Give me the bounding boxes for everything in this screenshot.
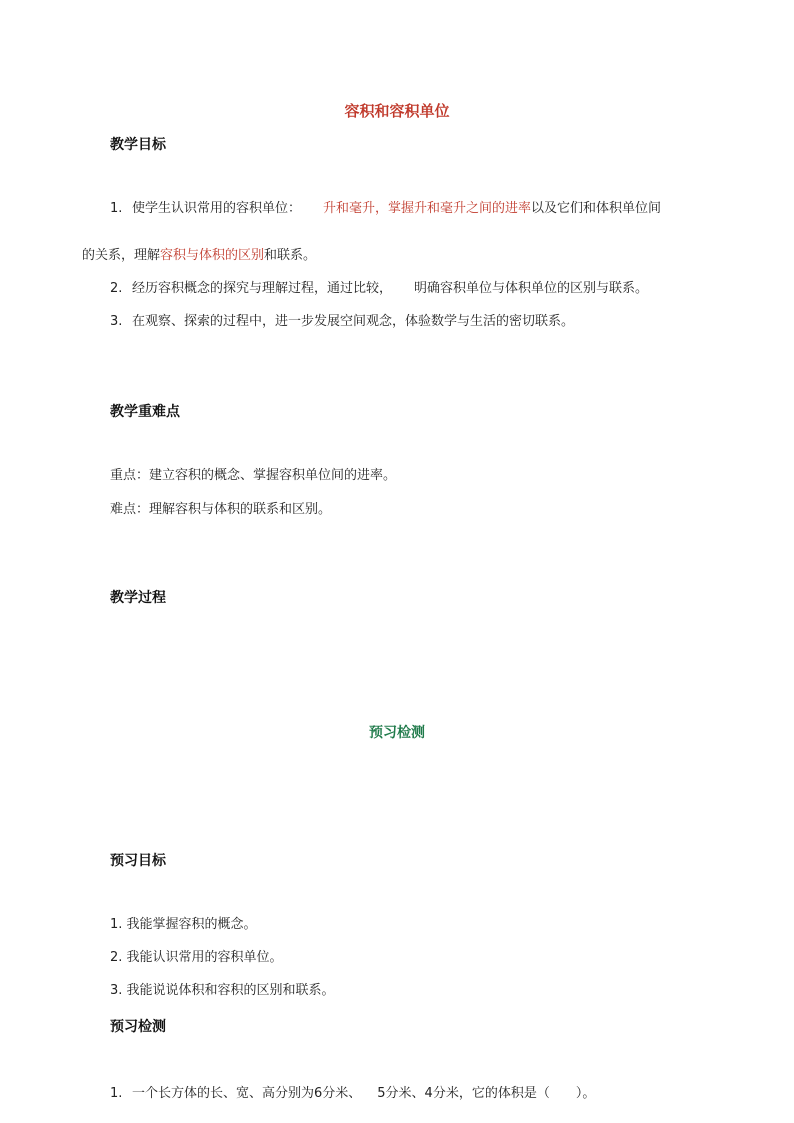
document-title: 容积和容积单位 (344, 102, 450, 120)
goal-item-2-text-b: 明确容积单位与体积单位的区别与联系。 (414, 281, 649, 296)
goal-item-1-text-c: 的关系，理解 (82, 248, 161, 263)
goal-item-1-text-a: 使学生认识常用的容积单位： (132, 201, 302, 216)
preview-goal-item-1: 1. 我能掌握容积的概念。 (110, 917, 257, 932)
question-1 (110, 1082, 595, 1101)
question-1-text-b: 5分米、4分米，它的体积是（ ）。 (377, 1086, 596, 1101)
goal-item-2-text-a: 经历容积概念的探究与理解过程，通过比较， (132, 281, 393, 296)
goal-item-1-text-b: 以及它们和体积单位间 (531, 201, 662, 216)
preview-check-title: 预习检测 (369, 725, 425, 741)
goal-item-1-number: 1. (110, 201, 123, 216)
keypoint-key: 重点：建立容积的概念、掌握容积单位间的进率。 (110, 468, 397, 483)
goal-item-3-text: 在观察、探索的过程中，进一步发展空间观念，体验数学与生活的密切联系。 (132, 314, 575, 329)
section-heading-preview-goals: 预习目标 (110, 853, 166, 869)
keypoint-difficult: 难点：理解容积与体积的联系和区别。 (110, 502, 332, 517)
section-heading-preview-check: 预习检测 (110, 1019, 166, 1035)
section-heading-process: 教学过程 (110, 590, 166, 606)
goal-item-1-line-1 (110, 197, 661, 216)
question-1-number: 1. (110, 1086, 123, 1101)
section-heading-goals: 教学目标 (110, 137, 166, 153)
goal-item-2 (110, 277, 648, 296)
goal-item-3 (110, 310, 574, 329)
section-heading-keypoints: 教学重难点 (110, 404, 180, 420)
goal-item-1-highlight: 升和毫升，掌握升和毫升之间的进率 (323, 201, 532, 216)
goal-item-1-text-d: 和联系。 (264, 248, 317, 263)
goal-item-3-number: 3. (110, 314, 123, 329)
preview-goal-item-2: 2. 我能认识常用的容积单位。 (110, 950, 283, 965)
goal-item-2-number: 2. (110, 281, 123, 296)
question-1-text-a: 一个长方体的长、宽、高分别为6分米、 (132, 1086, 362, 1101)
goal-item-1-line-2 (82, 244, 316, 263)
preview-goal-item-3: 3. 我能说说体积和容积的区别和联系。 (110, 983, 335, 998)
goal-item-1-highlight-2: 容积与体积的区别 (160, 248, 265, 263)
